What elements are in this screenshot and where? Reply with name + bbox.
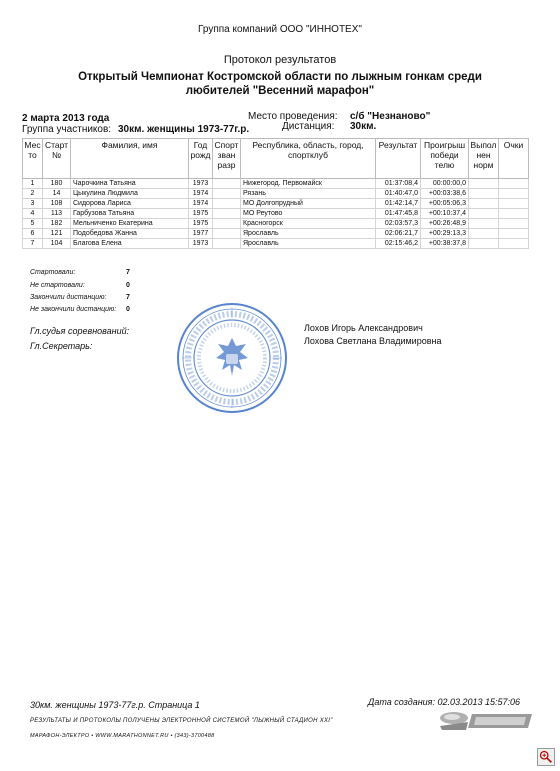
cell-bib: 104: [43, 239, 71, 249]
cell-region: Ярославль: [241, 229, 376, 239]
table-row: [23, 189, 529, 199]
cell-points: [499, 199, 529, 209]
footer-contacts: МАРАФОН-ЭЛЕКТРО • WWW.MARATHONNET.RU • (343)-3700488: [30, 733, 215, 739]
cell-year: 1975: [189, 209, 213, 219]
cell-place: 4: [23, 209, 43, 219]
cell-result: 01:47:45,8: [376, 209, 421, 219]
header-points: Очки: [499, 139, 529, 179]
finished-label: Закончили дистанцию:: [30, 294, 107, 301]
header-year: Год рожд: [189, 139, 213, 179]
cell-bib: 14: [43, 189, 71, 199]
table-row: [23, 199, 529, 209]
cell-result: 01:37:08,4: [376, 179, 421, 189]
cell-gap: 00:00:00,0: [421, 179, 469, 189]
cell-year: 1974: [189, 199, 213, 209]
cell-name: Гарбузова Татьяна: [71, 209, 189, 219]
cell-result: 02:15:46,2: [376, 239, 421, 249]
championship-title-line1: Открытый Чемпионат Костромской области по лыжным гонкам среди: [78, 71, 482, 83]
secretary-name: Лохова Светлана Владимировна: [304, 336, 442, 346]
cell-norm: [469, 199, 499, 209]
cell-norm: [469, 209, 499, 219]
cell-region: МО Долгопрудный: [241, 199, 376, 209]
cell-year: 1973: [189, 239, 213, 249]
cell-points: [499, 189, 529, 199]
started-label: Стартовали:: [30, 269, 76, 276]
table-header-row: [23, 139, 529, 179]
cell-region: Ярославль: [241, 239, 376, 249]
cell-bib: 121: [43, 229, 71, 239]
cell-rank: [213, 189, 241, 199]
cell-year: 1973: [189, 179, 213, 189]
results-table: [22, 138, 529, 249]
championship-title: [60, 70, 500, 98]
header-name: Фамилия, имя: [71, 139, 189, 179]
cell-points: [499, 239, 529, 249]
header-result: Результат: [376, 139, 421, 179]
cell-gap: +00:03:38,6: [421, 189, 469, 199]
distance-value: 30км.: [350, 121, 377, 132]
cell-rank: [213, 219, 241, 229]
cell-region: Рязань: [241, 189, 376, 199]
cell-points: [499, 229, 529, 239]
footer-page-info: 30км. женщины 1973-77г.р. Страница 1: [30, 700, 200, 710]
header-bib: Старт №: [43, 139, 71, 179]
finished-value: 7: [126, 294, 130, 301]
cell-place: 5: [23, 219, 43, 229]
header-gap: Проигрыш победи телю: [421, 139, 469, 179]
group-value: 30км. женщины 1973-77г.р.: [118, 124, 250, 135]
cell-result: 01:40:47,0: [376, 189, 421, 199]
table-row: [23, 229, 529, 239]
venue-label: Место проведения:: [248, 111, 338, 122]
cell-place: 2: [23, 189, 43, 199]
company-name: Группа компаний ООО "ИННОТЕХ": [198, 24, 362, 35]
cell-rank: [213, 199, 241, 209]
cell-norm: [469, 239, 499, 249]
judge-label: Гл.судья соревнований:: [30, 326, 130, 336]
cell-bib: 113: [43, 209, 71, 219]
cell-gap: +00:10:37,4: [421, 209, 469, 219]
header-norm: Выпол нен норм: [469, 139, 499, 179]
cell-norm: [469, 179, 499, 189]
cell-gap: +00:26:48,9: [421, 219, 469, 229]
header-rank: Спорт зван разр: [213, 139, 241, 179]
cell-place: 3: [23, 199, 43, 209]
cell-name: Мельниченко Екатерина: [71, 219, 189, 229]
event-date: 2 марта 2013 года: [22, 113, 110, 124]
cell-year: 1975: [189, 219, 213, 229]
cell-result: 01:42:14,7: [376, 199, 421, 209]
cell-place: 6: [23, 229, 43, 239]
cell-region: МО Реутово: [241, 209, 376, 219]
table-row: [23, 179, 529, 189]
cell-rank: [213, 179, 241, 189]
not-started-label: Не стартовали:: [30, 282, 85, 289]
cell-name: Чарочкина Татьяна: [71, 179, 189, 189]
cell-rank: [213, 239, 241, 249]
cell-bib: 108: [43, 199, 71, 209]
zoom-button[interactable]: [537, 748, 555, 766]
not-finished-value: 0: [126, 306, 130, 313]
cell-gap: +00:05:06,3: [421, 199, 469, 209]
table-row: [23, 219, 529, 229]
championship-title-line2: любителей "Весенний марафон": [185, 85, 375, 97]
cell-result: 02:03:57,3: [376, 219, 421, 229]
cell-place: 7: [23, 239, 43, 249]
cell-points: [499, 179, 529, 189]
magnifier-plus-icon: [538, 749, 554, 765]
cell-rank: [213, 229, 241, 239]
round-blue-seal-icon: [176, 302, 288, 414]
cell-name: Цыкулина Людмила: [71, 189, 189, 199]
cell-name: Подобедова Жанна: [71, 229, 189, 239]
cell-year: 1977: [189, 229, 213, 239]
venue-value: с/б "Незнаново": [350, 111, 431, 122]
cell-year: 1974: [189, 189, 213, 199]
cell-name: Сидорова Лариса: [71, 199, 189, 209]
cell-place: 1: [23, 179, 43, 189]
cell-result: 02:06:21,7: [376, 229, 421, 239]
not-finished-label: Не закончили дистанцию:: [30, 306, 117, 313]
cell-points: [499, 209, 529, 219]
started-value: 7: [126, 269, 130, 276]
group-label: Группа участников:: [22, 124, 112, 135]
header-region: Республика, область, город, спортклуб: [241, 139, 376, 179]
cell-bib: 182: [43, 219, 71, 229]
cell-gap: +00:38:37,8: [421, 239, 469, 249]
cell-points: [499, 219, 529, 229]
header-place: Мес то: [23, 139, 43, 179]
table-row: [23, 239, 529, 249]
cell-norm: [469, 219, 499, 229]
cell-rank: [213, 209, 241, 219]
judge-name: Лохов Игорь Александрович: [304, 323, 423, 333]
marathon-electro-logo-icon: [438, 708, 534, 732]
footer-created-date: Дата создания: 02.03.2013 15:57:06: [368, 697, 521, 707]
cell-norm: [469, 189, 499, 199]
footer-system-note: РЕЗУЛЬТАТЫ И ПРОТОКОЛЫ ПОЛУЧЕНЫ ЭЛЕКТРОННОЙ СИСТЕМОЙ "ЛЫЖНЫЙ СТАДИОН XXI": [30, 718, 333, 724]
cell-norm: [469, 229, 499, 239]
cell-region: Красногорск: [241, 219, 376, 229]
not-started-value: 0: [126, 282, 130, 289]
cell-region: Нижегород. Первомайск: [241, 179, 376, 189]
document-title: Протокол результатов: [223, 54, 337, 66]
cell-gap: +00:29:13,3: [421, 229, 469, 239]
distance-label: Дистанция:: [282, 121, 335, 132]
cell-bib: 180: [43, 179, 71, 189]
table-row: [23, 209, 529, 219]
cell-name: Благова Елена: [71, 239, 189, 249]
secretary-label: Гл.Секретарь:: [30, 341, 93, 351]
